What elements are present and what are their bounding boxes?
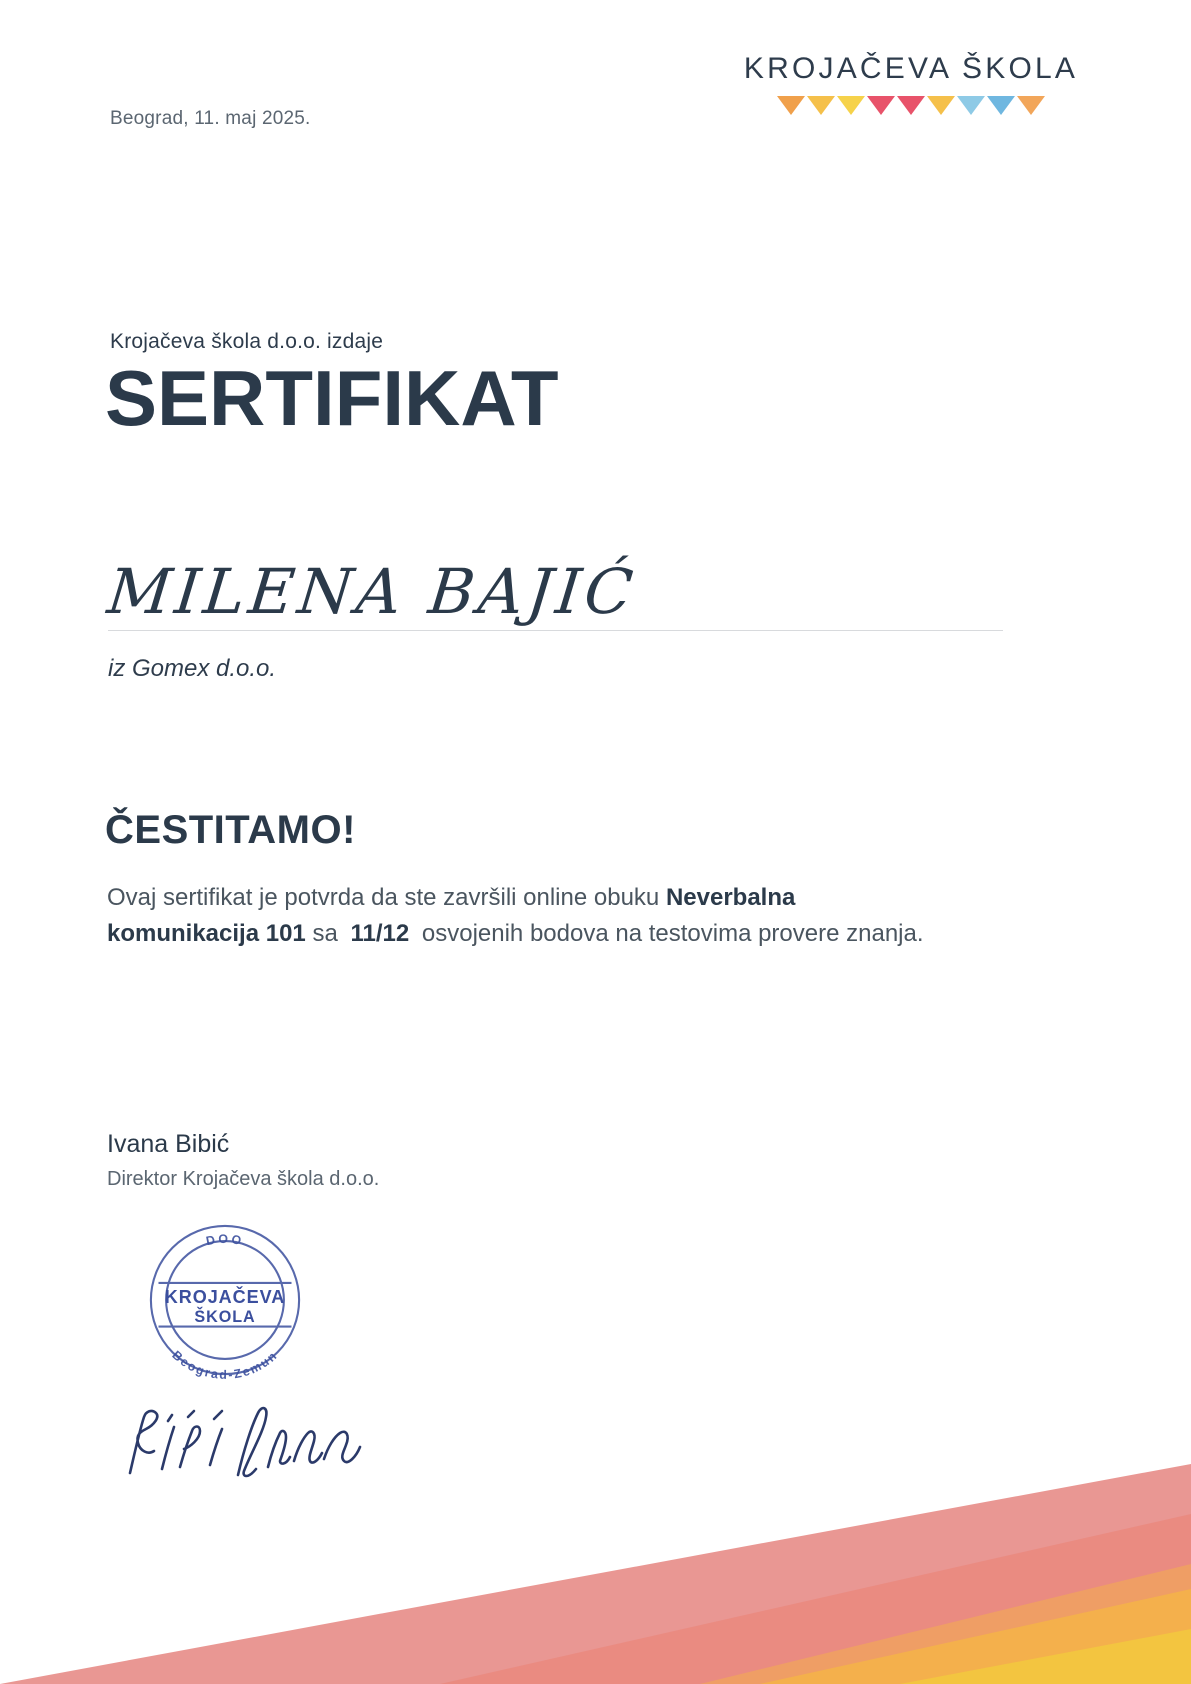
logo-triangle-icon — [987, 96, 1015, 115]
logo-triangle-icon — [777, 96, 805, 115]
score-value: 11/12 — [350, 920, 410, 947]
issue-date: Beograd, 11. maj 2025. — [110, 108, 311, 129]
brand-logo-text: KROJAČEVA ŠKOLA — [743, 52, 1079, 85]
logo-triangle-icon — [867, 96, 895, 115]
svg-text:KROJAČEVA: KROJAČEVA — [164, 1286, 286, 1307]
brand-logo — [741, 52, 1081, 115]
official-stamp-icon — [130, 1205, 320, 1395]
svg-text:Beograd-Zemun: Beograd-Zemun — [169, 1347, 281, 1382]
logo-triangle-icon — [1017, 96, 1045, 115]
recipient-name: MILENA BAJIĆ — [104, 555, 641, 628]
body-text-part1: Ovaj sertifikat je potvrda da ste završili online obuku — [107, 884, 666, 911]
body-text-part3: osvojenih bodova na testovima provere znanja. — [415, 920, 924, 947]
body-text-part2: sa — [305, 920, 345, 947]
recipient-company: iz Gomex d.o.o. — [108, 655, 277, 682]
certificate-body-text — [107, 880, 952, 952]
logo-triangle-icon — [807, 96, 835, 115]
page-title: SERTIFIKAT — [105, 354, 559, 442]
svg-text:DOO: DOO — [204, 1231, 246, 1249]
svg-text:ŠKOLA: ŠKOLA — [194, 1307, 256, 1326]
issuer-line: Krojačeva škola d.o.o. izdaje — [110, 330, 384, 353]
signatory-name: Ivana Bibić — [107, 1130, 230, 1158]
congratulations-heading: ČESTITAMO! — [105, 808, 356, 852]
brand-logo-triangles — [741, 96, 1081, 115]
logo-triangle-icon — [927, 96, 955, 115]
logo-triangle-icon — [837, 96, 865, 115]
handwritten-signature — [118, 1395, 368, 1490]
course-name: Neverbalna komunikacija 101 — [107, 884, 796, 947]
logo-triangle-icon — [957, 96, 985, 115]
logo-triangle-icon — [897, 96, 925, 115]
signatory-role: Direktor Krojačeva škola d.o.o. — [107, 1168, 380, 1190]
name-underline — [108, 630, 1003, 631]
